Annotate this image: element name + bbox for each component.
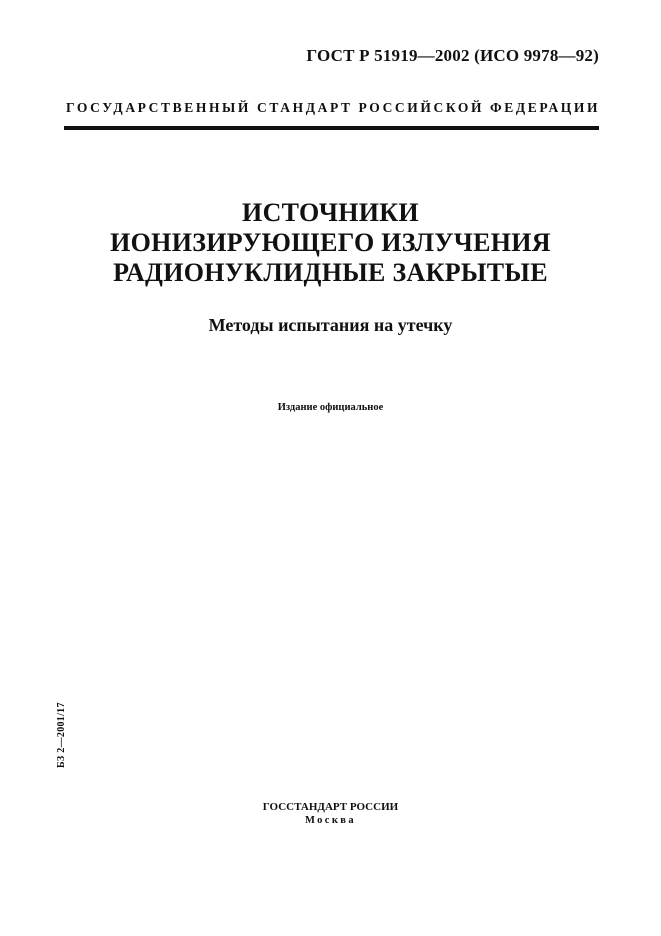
title-line-1: ИСТОЧНИКИ — [242, 198, 419, 227]
side-registration-code: БЗ 2—2001/17 — [56, 702, 67, 768]
title-line-3: РАДИОНУКЛИДНЫЕ ЗАКРЫТЫЕ — [113, 258, 548, 287]
document-code: ГОСТ Р 51919—2002 (ИСО 9978—92) — [306, 46, 599, 65]
publisher-block — [0, 800, 661, 828]
publisher-name: ГОССТАНДАРТ РОССИИ — [262, 801, 399, 813]
title-line-2: ИОНИЗИРУЮЩЕГО ИЗЛУЧЕНИЯ — [110, 228, 551, 257]
publisher-city: Москва — [304, 815, 357, 826]
state-standard-heading: ГОСУДАРСТВЕННЫЙ СТАНДАРТ РОССИЙСКОЙ ФЕДЕРАЦИИ — [66, 100, 601, 115]
title-block — [0, 198, 661, 288]
document-subtitle: Методы испытания на утечку — [208, 315, 453, 335]
heading-rule — [64, 126, 599, 130]
edition-note: Издание официальное — [277, 402, 384, 413]
